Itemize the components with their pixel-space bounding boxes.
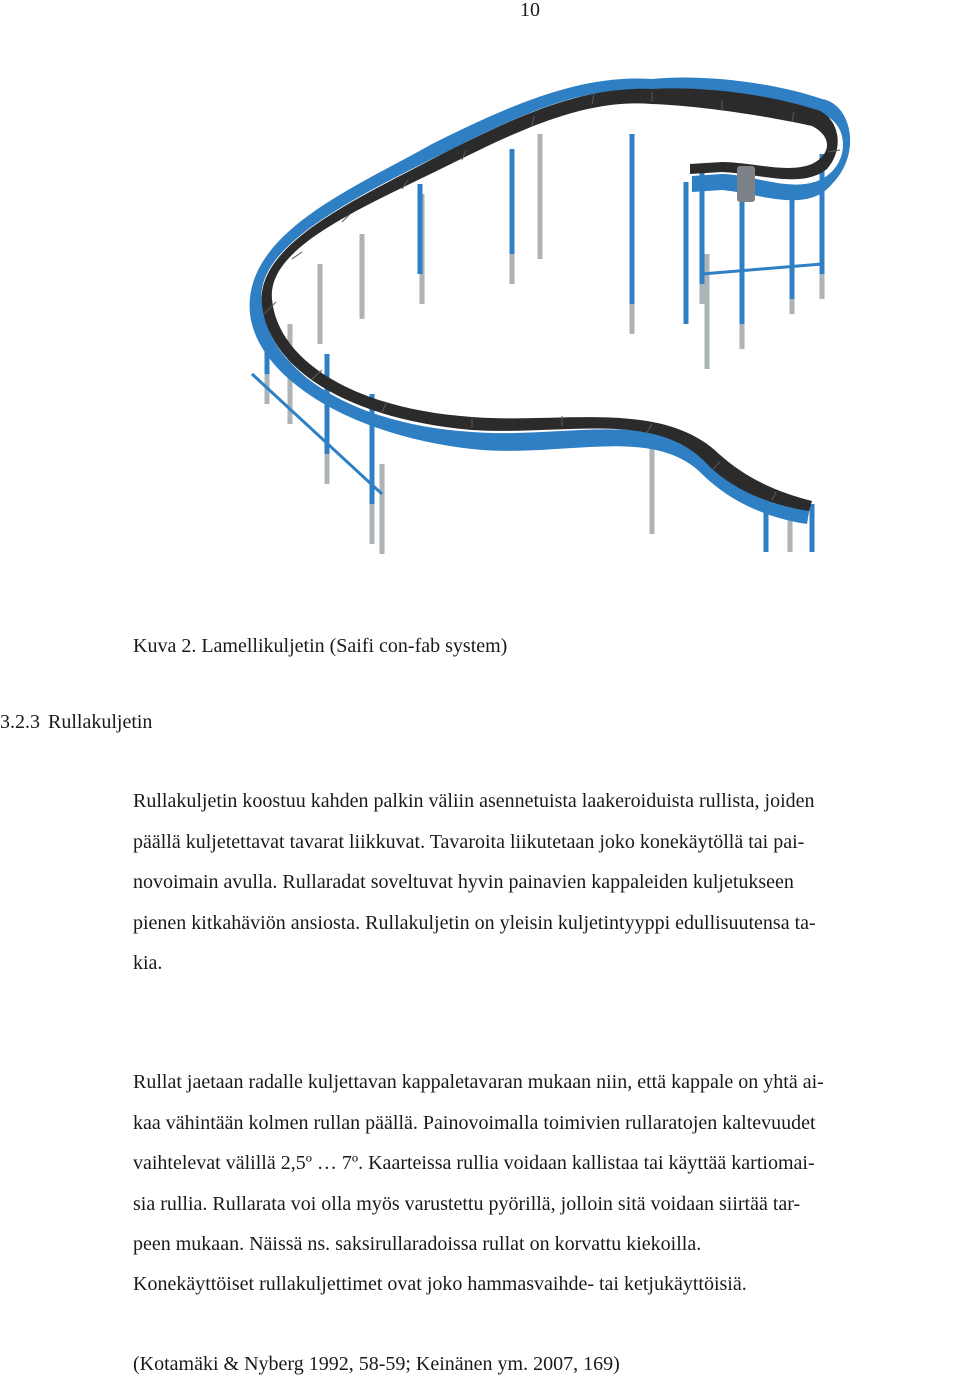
- reference-text: (Kotamäki & Nyberg 1992, 58-59; Keinänen ym. 2007, 169): [133, 1353, 620, 1375]
- text-line: kia.: [133, 952, 163, 975]
- slat-conveyor-illustration: [232, 74, 864, 574]
- paragraph-3: [133, 1264, 953, 1305]
- section-number: 3.2.3: [0, 711, 40, 733]
- text-line: Rullakuljetin koostuu kahden palkin väliin asennetuista laakeroiduista rullista, joiden: [133, 790, 815, 812]
- section-title: Rullakuljetin: [48, 711, 153, 733]
- paragraph-2: [133, 1062, 953, 1265]
- conveyor-figure: [232, 74, 864, 574]
- text-line: kaa vähintään kolmen rullan päällä. Painovoimalla toimivien rullaratojen kaltevuudet: [133, 1111, 816, 1134]
- text-line: Konekäyttöiset rullakuljettimet ovat joko hammasvaihde- tai ketjukäyttöisiä.: [133, 1273, 747, 1295]
- text-line: novoimain avulla. Rullaradat soveltuvat hyvin painavien kappaleiden kuljetukseen: [133, 871, 794, 894]
- drive-motor: [737, 166, 755, 202]
- text-line: päällä kuljetettavat tavarat liikkuvat. Tavaroita liikutetaan joko konekäytöllä tai pai-: [133, 830, 805, 853]
- page-number: 10: [520, 0, 540, 21]
- figure-caption: Kuva 2. Lamellikuljetin (Saifi con-fab system): [133, 635, 508, 657]
- text-line: vaihtelevat välillä 2,5º … 7º. Kaarteissa rullia voidaan kallistaa tai käyttää kartiomai-: [133, 1152, 815, 1175]
- section-heading: [0, 708, 152, 736]
- paragraph-1: [133, 781, 953, 984]
- conveyor-side-frame: [250, 78, 851, 524]
- text-line: sia rullia. Rullarata voi olla myös varustettu pyörillä, jolloin sitä voidaan siirtää tar-: [133, 1192, 801, 1215]
- text-line: pienen kitkahäviön ansiosta. Rullakuljetin on yleisin kuljetintyyppi edullisuutensa ta-: [133, 911, 816, 934]
- text-line: Rullat jaetaan radalle kuljettavan kappaletavaran mukaan niin, että kappale on yhtä ai-: [133, 1071, 824, 1093]
- text-line: peen mukaan. Näissä ns. saksirullaradoissa rullat on korvattu kiekoilla.: [133, 1233, 702, 1256]
- reference: [133, 1344, 953, 1385]
